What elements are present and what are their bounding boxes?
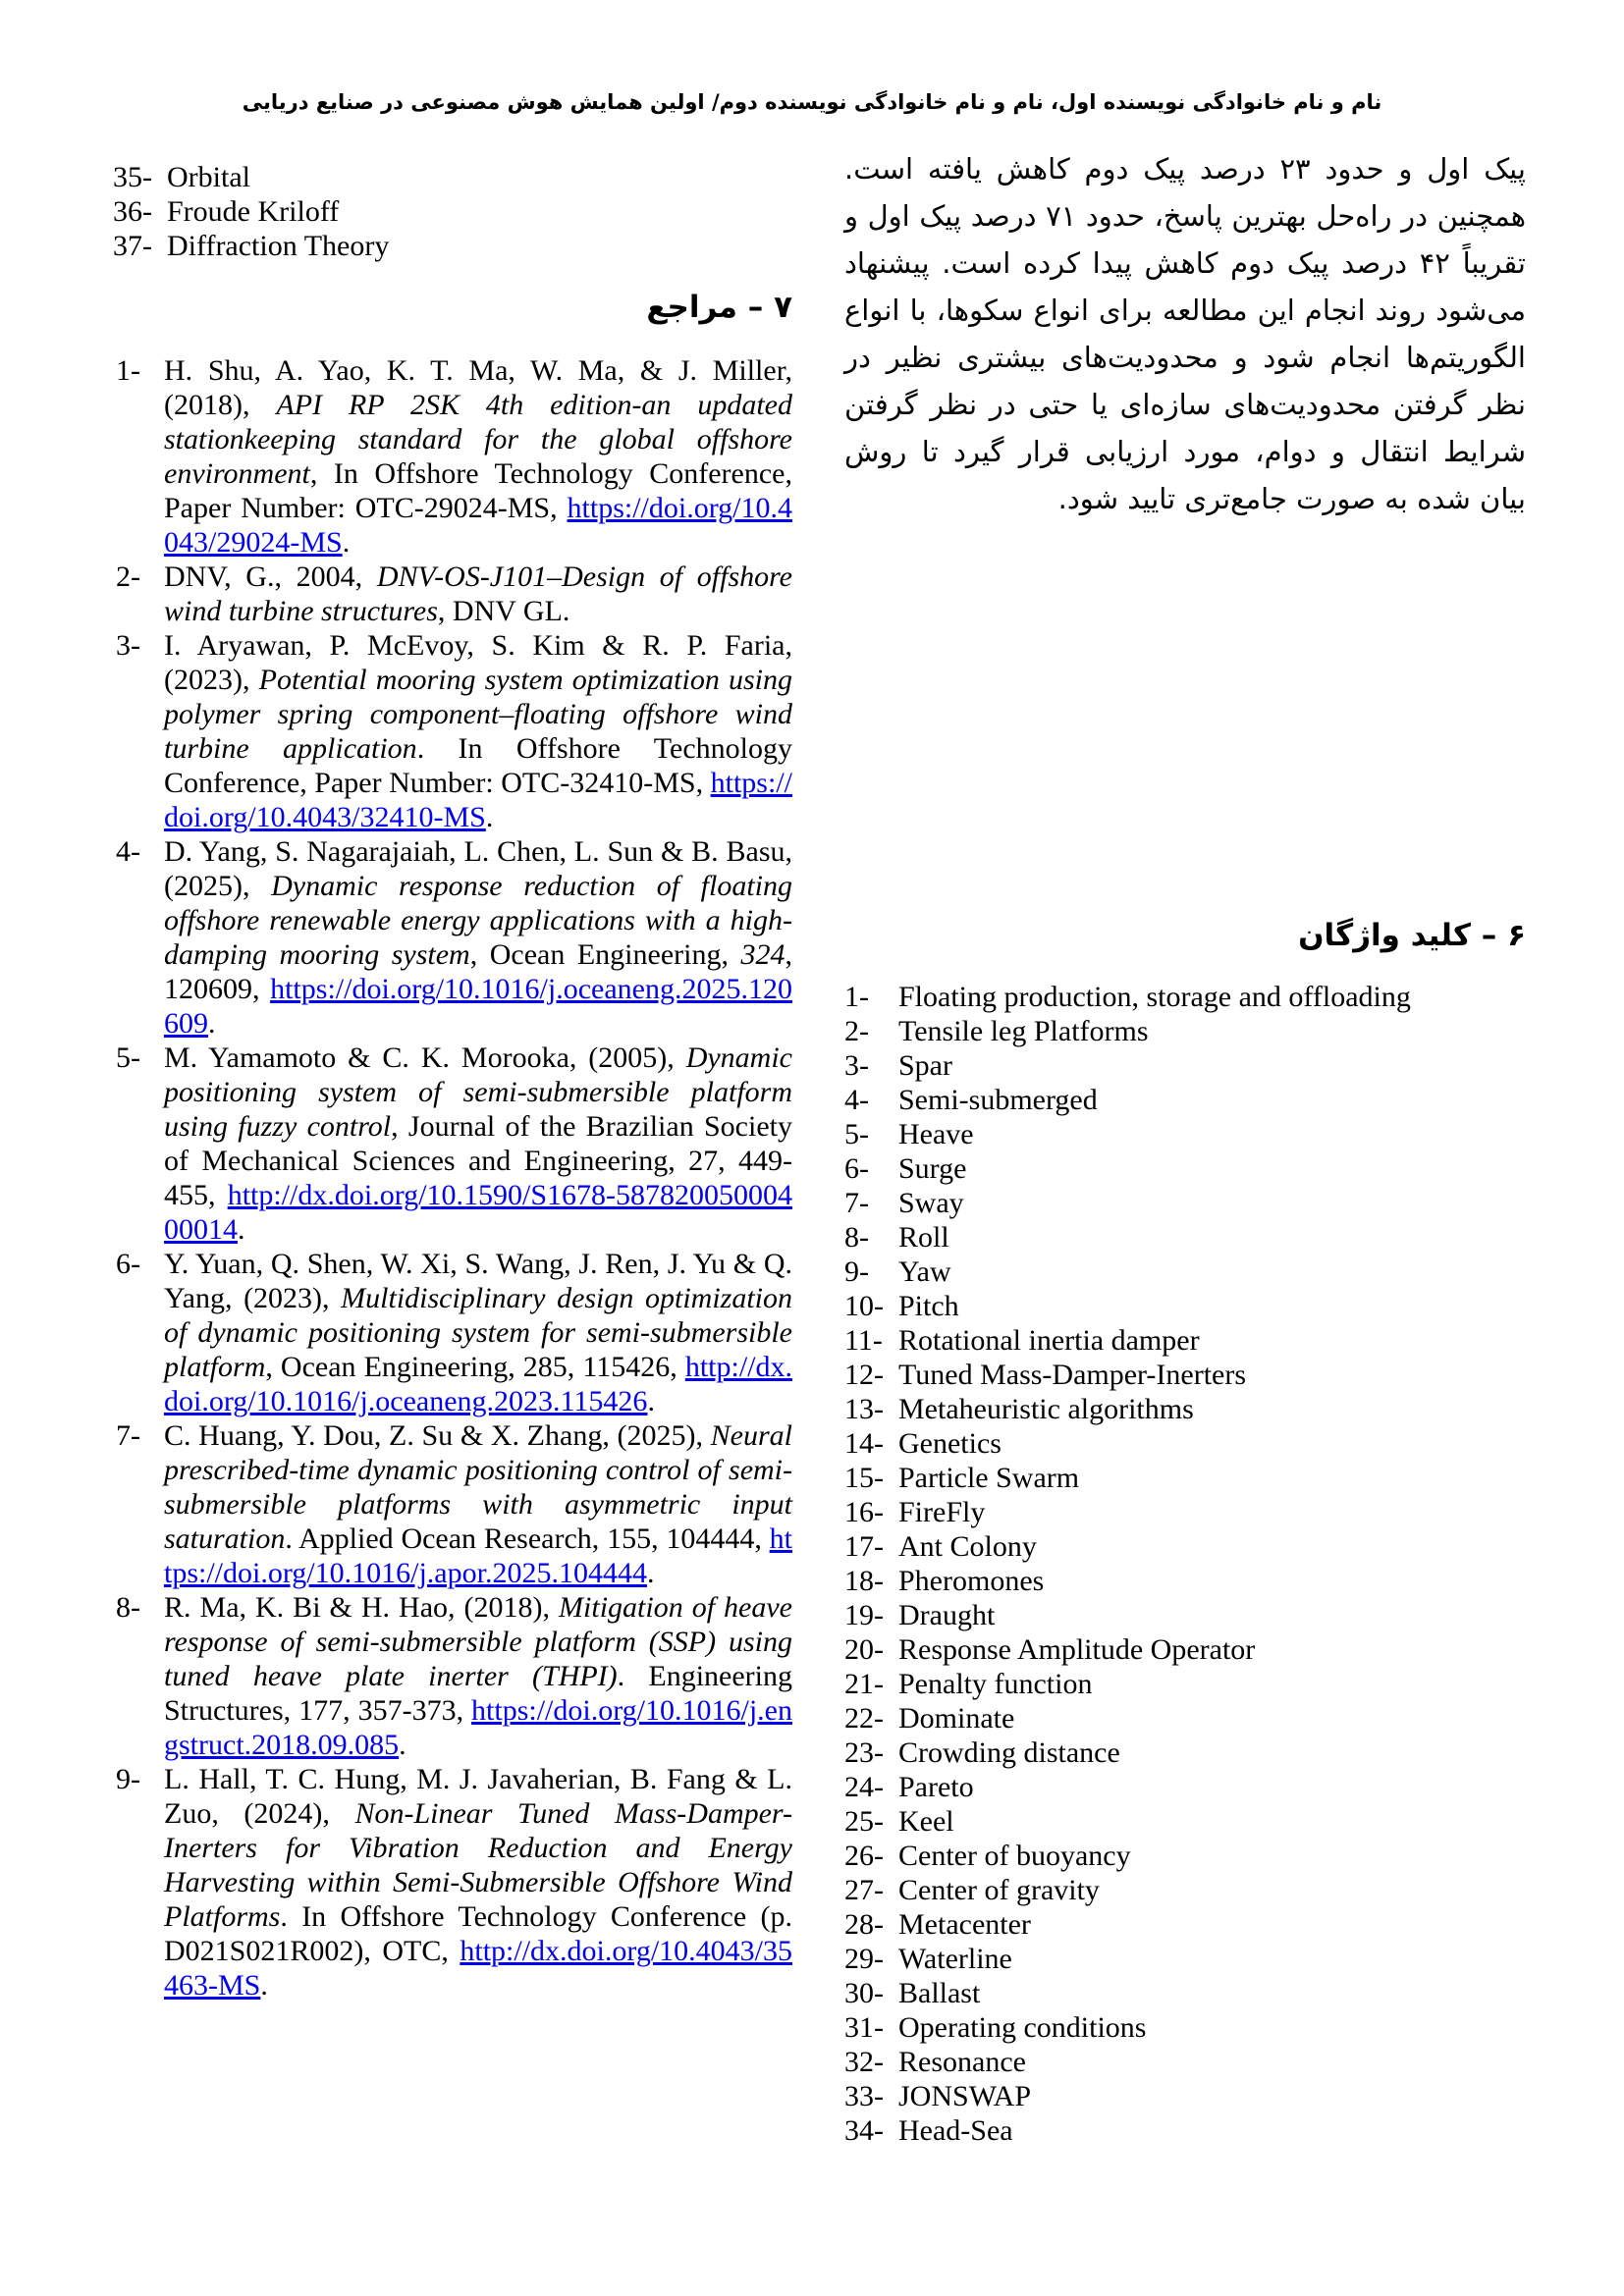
keyword-number: 6- (844, 1152, 869, 1185)
keyword-label: Roll (898, 1221, 949, 1254)
reference-text: Y. Yuan, Q. Shen, W. Xi, S. Wang, J. Ren, J. Yu & Q. Yang, (2023), (164, 1248, 792, 1314)
reference-body (164, 1763, 792, 2002)
keyword-number: 4- (844, 1084, 869, 1116)
reference-text: . In Offshore Technology Conference, Paper Number: OTC-32410-MS, (164, 732, 792, 799)
keyword-number: 29- (844, 1943, 884, 1975)
reference-body (164, 835, 792, 1040)
keyword-item (844, 1392, 1526, 1426)
keyword-item (844, 2113, 1526, 2148)
keyword-number: 20- (844, 1633, 884, 1666)
keyword-label: Resonance (898, 2046, 1026, 2078)
reference-link[interactable]: http://dx.doi.org/10.4043/35463-MS (164, 1935, 792, 2002)
references-list (113, 353, 792, 2002)
reference-text: . Applied Ocean Research, 155, 104444, (285, 1522, 770, 1555)
keyword-item (844, 2010, 1526, 2045)
keyword-label: Pareto (898, 1771, 974, 1803)
keyword-item (844, 1117, 1526, 1151)
reference-number: 7- (116, 1419, 140, 1452)
keyword-item (844, 1461, 1526, 1495)
reference-item (113, 1418, 792, 1590)
keyword-item (844, 1770, 1526, 1804)
reference-title: Non-Linear Tuned Mass-Damper-Inerters for Vibration Reduction and Energy Harvesting within Semi-Submersible Offshore Wind Platforms (164, 1797, 792, 1933)
keyword-number: 10- (844, 1290, 884, 1322)
keyword-label: JONSWAP (898, 2080, 1032, 2112)
keyword-label: Froude Kriloff (167, 195, 340, 228)
keyword-number: 27- (844, 1874, 884, 1906)
keyword-number: 26- (844, 1840, 884, 1872)
reference-link[interactable]: https://doi.org/10.4043/29024-MS (164, 492, 792, 559)
reference-text: , DNV GL. (437, 595, 570, 627)
keyword-label: Crowding distance (898, 1736, 1120, 1769)
keyword-number: 21- (844, 1668, 884, 1700)
keyword-item (844, 1735, 1526, 1770)
keyword-label: Dominate (898, 1702, 1015, 1735)
reference-text: C. Huang, Y. Dou, Z. Su & X. Zhang, (2025), (164, 1419, 711, 1452)
reference-text: R. Ma, K. Bi & H. Hao, (2018), (164, 1591, 560, 1624)
reference-title: Mitigation of heave response of semi-submersible platform (SSP) using tuned heave plate inerter (THPI) (164, 1591, 792, 1692)
keyword-number: 7- (844, 1187, 869, 1219)
keyword-number: 23- (844, 1736, 884, 1769)
reference-title: Dynamic positioning system of semi-submersible platform using fuzzy control (164, 1041, 792, 1143)
keyword-number: 5- (844, 1118, 869, 1150)
reference-text: M. Yamamoto & C. K. Morooka, (2005), (164, 1041, 686, 1074)
keyword-number: 17- (844, 1530, 884, 1563)
keyword-number: 30- (844, 1977, 884, 2009)
reference-item (113, 353, 792, 560)
keyword-number: 1- (844, 981, 869, 1013)
reference-text: . Engineering Structures, 177, 357-373, (164, 1660, 792, 1727)
reference-text: , Journal of the Brazilian Society of Mechanical Sciences and Engineering, 27, 449-455, (164, 1110, 792, 1211)
reference-text: , In Offshore Technology Conference, Paper Number: OTC-29024-MS, (164, 457, 792, 524)
reference-number: 3- (116, 629, 140, 662)
keyword-item (844, 1667, 1526, 1701)
reference-number: 6- (116, 1248, 140, 1280)
reference-text: . (646, 1557, 655, 1589)
reference-text: . (399, 1729, 406, 1761)
keyword-number: 24- (844, 1771, 884, 1803)
keyword-item (844, 1495, 1526, 1529)
keyword-label: FireFly (898, 1496, 986, 1528)
reference-title: DNV-OS-J101–Design of offshore wind turbine structures (164, 561, 793, 627)
keyword-label: Surge (898, 1152, 967, 1185)
reference-title: Dynamic response reduction of floating offshore renewable energy applications with a high-damping mooring system (164, 870, 792, 971)
keyword-label: Heave (898, 1118, 974, 1150)
keyword-item (844, 1323, 1526, 1358)
keyword-label: Pheromones (898, 1565, 1045, 1597)
reference-text: . (342, 526, 351, 559)
keyword-label: Yaw (898, 1255, 951, 1288)
keyword-label: Tuned Mass-Damper-Inerters (898, 1359, 1247, 1391)
persian-paragraph: پیک اول و حدود ۲۳ درصد پیک دوم کاهش یافته است. همچنین در راه‌حل بهترین پاسخ، حدود ۷۱ درصد پیک اول و تقریباً ۴۲ درصد پیک دوم کاهش پیدا کرده است. پیشنهاد می‌شود روند انجام این مطالعه برای انواع سکوها، با انواع الگوریتم‌ها انجام شود و محدودیت‌های بیشتری نظیر در نظر گرفتن محدودیت‌های سازه‌ای یا حتی در نظر گرفتن شرایط انتقال و دوام، مورد ارزیابی قرار گیرد تا روش بیان شده به صورت جامع‌تری تایید شود. (844, 152, 1527, 515)
keyword-item (844, 1839, 1526, 1873)
keyword-label: Rotational inertia damper (898, 1324, 1200, 1357)
keyword-number: 32- (844, 2046, 884, 2078)
reference-text: , 120609, (164, 938, 792, 1005)
keyword-item (844, 1598, 1526, 1632)
reference-title: 324 (740, 938, 785, 971)
keyword-label: Keel (898, 1805, 954, 1838)
keyword-number: 14- (844, 1427, 884, 1460)
keyword-label: Tensile leg Platforms (898, 1015, 1149, 1047)
reference-title: Neural prescribed-time dynamic positioning control of semi-submersible platforms with asymmetric input saturation (164, 1419, 792, 1555)
reference-link[interactable]: https://doi.org/10.1016/j.apor.2025.104444 (164, 1522, 792, 1589)
keyword-number: 8- (844, 1221, 869, 1254)
keyword-number: 25- (844, 1805, 884, 1838)
keyword-label: Orbital (167, 161, 250, 193)
keyword-item (844, 1289, 1526, 1323)
keyword-item (844, 1564, 1526, 1598)
keyword-item (844, 1976, 1526, 2010)
keyword-number: 3- (844, 1049, 869, 1082)
reference-item (113, 1762, 792, 2002)
reference-item (113, 628, 792, 834)
keyword-item (113, 160, 792, 194)
keyword-item (844, 1220, 1526, 1255)
reference-text: . (485, 801, 494, 833)
keyword-label: Draught (898, 1599, 996, 1631)
keyword-number: 36- (113, 195, 152, 228)
keyword-item (113, 194, 792, 229)
reference-title: Potential mooring system optimization using polymer spring component–floating offshore wind turbine application (164, 664, 792, 765)
keyword-label: Center of gravity (898, 1874, 1100, 1906)
keyword-label: Sway (898, 1187, 964, 1219)
keyword-item (844, 1873, 1526, 1907)
keyword-label: Response Amplitude Operator (898, 1633, 1256, 1666)
reference-body (164, 354, 792, 559)
keyword-label: Waterline (898, 1943, 1012, 1975)
reference-text: L. Hall, T. C. Hung, M. J. Javaherian, B. Fang & L. Zuo, (2024), (164, 1763, 792, 1830)
keyword-label: Metacenter (898, 1908, 1031, 1941)
reference-text: . (647, 1385, 655, 1417)
reference-text: D. Yang, S. Nagarajaiah, L. Chen, L. Sun & B. Basu, (2025), (164, 835, 792, 902)
keyword-number: 12- (844, 1359, 884, 1391)
keyword-item (844, 1048, 1526, 1083)
reference-item (113, 1247, 792, 1418)
keyword-item (844, 1358, 1526, 1392)
keywords-heading: ۶ – کلید واژگان (1298, 918, 1526, 953)
reference-item (113, 1041, 792, 1247)
keyword-item (844, 1426, 1526, 1461)
reference-body (164, 1041, 792, 1246)
reference-number: 8- (116, 1591, 140, 1624)
keyword-number: 28- (844, 1908, 884, 1941)
keyword-number: 13- (844, 1393, 884, 1425)
keyword-number: 35- (113, 161, 152, 193)
keyword-item (113, 229, 792, 263)
reference-number: 1- (116, 354, 140, 387)
keyword-item (844, 1255, 1526, 1289)
keyword-number: 11- (844, 1324, 883, 1357)
reference-text: . (238, 1213, 245, 1246)
keyword-label: Operating conditions (898, 2011, 1147, 2044)
keyword-number: 22- (844, 1702, 884, 1735)
reference-body (164, 629, 792, 833)
keyword-item (844, 1186, 1526, 1220)
reference-body (164, 1591, 792, 1761)
keyword-label: Semi-submerged (898, 1084, 1098, 1116)
reference-text: , Ocean Engineering, 285, 115426, (265, 1351, 685, 1383)
keyword-label: Genetics (898, 1427, 1001, 1460)
keyword-item (844, 1151, 1526, 1186)
keyword-number: 18- (844, 1565, 884, 1597)
reference-number: 4- (116, 835, 140, 868)
keyword-label: Floating production, storage and offloading (898, 981, 1411, 1013)
keyword-label: Spar (898, 1049, 952, 1082)
keyword-item (844, 1014, 1526, 1048)
keyword-label: Ant Colony (898, 1530, 1037, 1563)
reference-link[interactable]: https://doi.org/10.1016/j.engstruct.2018.09.085 (164, 1694, 792, 1761)
reference-number: 2- (116, 561, 140, 593)
reference-text: . (208, 1007, 216, 1040)
reference-link[interactable]: https://doi.org/10.4043/32410-MS (164, 767, 792, 833)
reference-body (164, 561, 792, 627)
keyword-number: 19- (844, 1599, 884, 1631)
keyword-item (844, 1632, 1526, 1667)
reference-link[interactable]: http://dx.doi.org/10.1016/j.oceaneng.2023.115426 (164, 1351, 792, 1417)
keyword-item (844, 1529, 1526, 1564)
keyword-item (844, 980, 1526, 1014)
keyword-number: 34- (844, 2114, 884, 2147)
keyword-label: Center of buoyancy (898, 1840, 1131, 1872)
keyword-label: Penalty function (898, 1668, 1093, 1700)
keyword-item (844, 1701, 1526, 1735)
reference-number: 5- (116, 1041, 140, 1074)
reference-body (164, 1419, 792, 1589)
reference-number: 9- (116, 1763, 140, 1795)
keyword-item (844, 2045, 1526, 2079)
reference-link[interactable]: http://dx.doi.org/10.1590/S1678-58782005000400014 (164, 1179, 792, 1246)
keyword-item (844, 2079, 1526, 2113)
keyword-number: 9- (844, 1255, 869, 1288)
keyword-label: Ballast (898, 1977, 981, 2009)
reference-title: API RP 2SK 4th edition-an updated stationkeeping standard for the global offshore environment (164, 389, 792, 490)
reference-item (113, 560, 792, 628)
keyword-number: 31- (844, 2011, 884, 2044)
keywords-list-continuation (113, 160, 792, 263)
reference-text: H. Shu, A. Yao, K. T. Ma, W. Ma, & J. Miller, (2018), (164, 354, 792, 421)
reference-item (113, 834, 792, 1041)
keyword-number: 33- (844, 2080, 884, 2112)
keyword-label: Pitch (898, 1290, 959, 1322)
keyword-item (844, 1804, 1526, 1839)
reference-item (113, 1590, 792, 1762)
keywords-list (844, 980, 1526, 2148)
keyword-number: 16- (844, 1496, 884, 1528)
keyword-item (844, 1907, 1526, 1942)
reference-link[interactable]: https://doi.org/10.1016/j.oceaneng.2025.120609 (164, 973, 792, 1040)
keyword-number: 2- (844, 1015, 869, 1047)
reference-text: . (260, 1969, 268, 2002)
reference-text: . In Offshore Technology Conference (p. D021S021R002), OTC, (164, 1900, 792, 1967)
reference-title: Multidisciplinary design optimization of dynamic positioning system for semi-submersible platform (164, 1282, 792, 1383)
keyword-item (844, 1083, 1526, 1117)
keyword-label: Particle Swarm (898, 1462, 1080, 1494)
reference-text: I. Aryawan, P. McEvoy, S. Kim & R. P. Faria, (2023), (164, 629, 792, 696)
keyword-label: Metaheuristic algorithms (898, 1393, 1194, 1425)
left-column (113, 160, 792, 2002)
keyword-number: 37- (113, 230, 152, 262)
keyword-label: Head-Sea (898, 2114, 1013, 2147)
references-heading: ۷ – مراجع (646, 290, 792, 325)
keyword-item (844, 1942, 1526, 1976)
keyword-number: 15- (844, 1462, 884, 1494)
keyword-label: Diffraction Theory (167, 230, 390, 262)
reference-text: , Ocean Engineering, (469, 938, 741, 971)
page-header: نام و نام خانوادگی نویسنده اول، نام و نام خانوادگی نویسنده دوم/ اولین همایش هوش مصنوعی در صنایع دریایی (242, 90, 1382, 114)
reference-text: DNV, G., 2004, (164, 561, 377, 593)
reference-body (164, 1248, 792, 1417)
